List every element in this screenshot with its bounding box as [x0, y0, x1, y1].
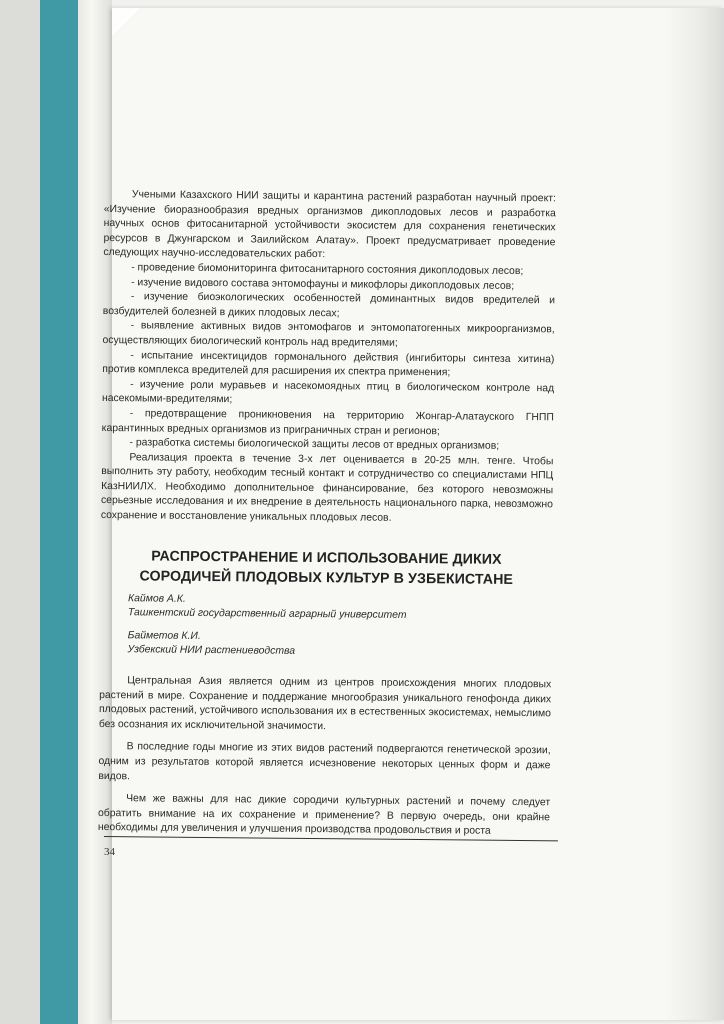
page-content	[98, 188, 556, 840]
project-paragraph: Учеными Казахского НИИ защиты и карантина растений разработан научный проект: «Изучение биоразнообразия вредных организмов дикоплодовых лесов и разработка научных основ фитосанитарной устойчивости экосистем для сохранения генетических ресурсов в Джунгарском и Заилийском Алатау». Проект предусматривает проведение следующих научно-исследовательских работ:	[103, 189, 556, 261]
binder-cover	[40, 0, 78, 1024]
list-item: - изучение роли муравьев и насекомоядных птиц в биологическом контроле над насекомыми-вредителями;	[101, 378, 555, 406]
list-item: - изучение биоэкологических особенностей доминантных видов вредителей и возбудителей болезней в диких плодовых лесах;	[102, 291, 555, 320]
list-item: - изучение видового состава энтомофауны и микофлоры дикоплодовых лесов;	[131, 276, 515, 292]
list-item: - выявление активных видов энтомофагов и энтомопатогенных микроорганизмов, осуществляющих биологический контроль над вредителями;	[102, 320, 555, 349]
author-name: Каймов А.К.	[128, 592, 186, 605]
author-affiliation: Узбекский НИИ растениеводства	[127, 644, 296, 658]
work-list	[101, 261, 555, 455]
article-title	[100, 546, 552, 590]
article-title-line: РАСПРОСТРАНЕНИЕ И ИСПОЛЬЗОВАНИЕ ДИКИХ	[151, 548, 502, 568]
article-title-line: СОРОДИЧЕЙ ПЛОДОВЫХ КУЛЬТУР В УЗБЕКИСТАНЕ	[139, 568, 514, 588]
list-item: - испытание инсектицидов гормонального действия (ингибиторы синтеза хитина) против комплекса вредителей для расширения их спектра применения;	[102, 349, 555, 379]
body-paragraph: В последние годы многие из этих видов растений подвергаются генетической эрозии, одним из результатов которой является исчезновение некоторых ценных форм и даже видов.	[98, 741, 551, 782]
folded-corner	[112, 8, 140, 36]
list-item: - разработка системы биологической защиты лесов от вредных организмов;	[129, 437, 500, 452]
scan-background	[0, 0, 40, 1024]
realization-paragraph: Реализация проекта в течение 3-х лет оценивается в 20-25 млн. тенге. Чтобы выполнить эту работу, необходим тесный контакт и сотрудничество со специалистами НПЦ КазНИИЛХ. Необходимо дополнительное финансирование, без которого невозможны серьезные исследования и их внедрение в деятельность национального парка, невозможно сохранение и восстановление уникальных плодовых лесов.	[100, 451, 554, 524]
author-affiliation: Ташкентский государственный аграрный университет	[127, 607, 407, 622]
page-shadow	[664, 8, 724, 1020]
page-number: 34	[104, 846, 115, 858]
body-paragraph: Чем же важны для нас дикие сородичи культурных растений и почему следует обратить внимание на их сохранение и применение? В первую очередь, они крайне необходимы для увеличения и улучшения производства продовольствия и роста	[97, 793, 551, 838]
body-paragraph: Центральная Азия является одним из центров происхождения многих плодовых растений в мире. Сохранение и поддержание многообразия уникального генофонда диких плодовых растений, устойчивого использования их в естественных экосистемах, немыслимо без осознания их исключительной значимости.	[98, 675, 552, 732]
author-name: Байметов К.И.	[127, 630, 201, 642]
list-item: - проведение биомониторинга фитосанитарного состояния дикоплодовых лесов;	[131, 262, 524, 277]
list-item: - предотвращение проникновения на территорию Жонгар-Алатауского ГНПП карантинных вредных организмов из приграничных стран и регионов;	[101, 408, 554, 437]
